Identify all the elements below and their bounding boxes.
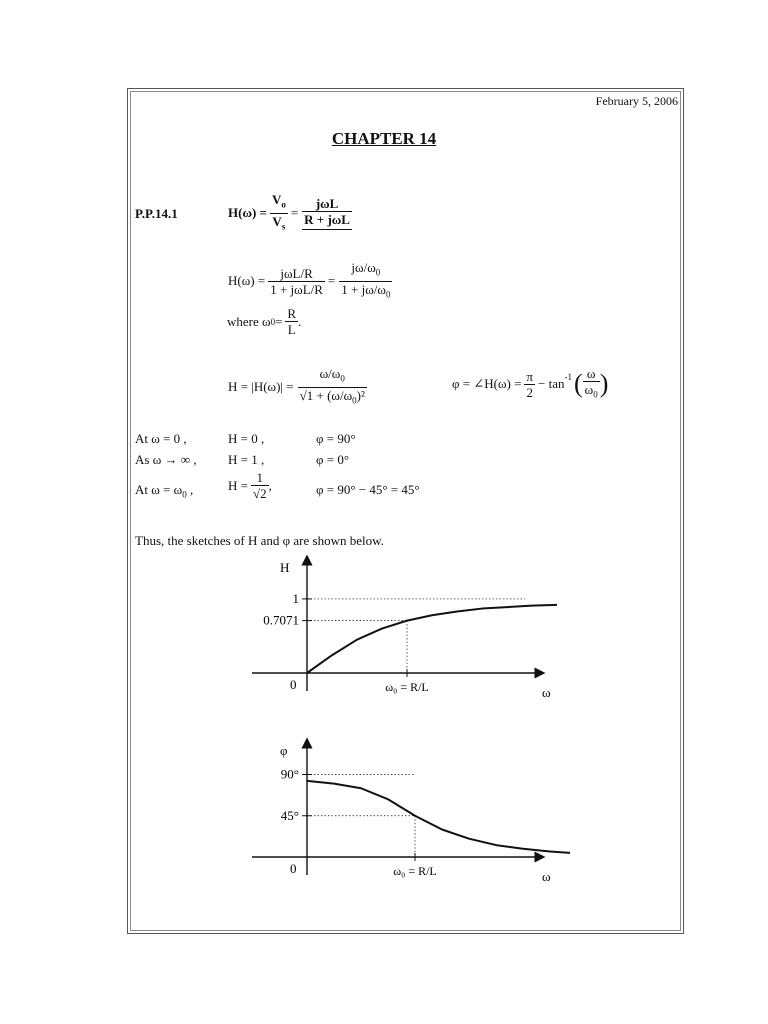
origin-label: 0 (290, 861, 297, 876)
x-axis-label: ω (542, 685, 551, 700)
phase-den: 2 (526, 384, 533, 400)
phase-paren-right: ) (599, 369, 609, 399)
equation-transfer-function (228, 192, 352, 234)
phase-inner-den: ω (584, 382, 594, 397)
phase-num: π (526, 368, 533, 384)
phase-sup: -1 (564, 372, 572, 382)
mag-num-sub: 0 (340, 373, 345, 384)
where-fraction (285, 306, 298, 337)
eq1-f1-num: V (271, 192, 282, 207)
case-3-phi: φ = 90° − 45° = 45° (316, 482, 420, 497)
eq2-f2-den-sub: 0 (385, 289, 391, 300)
case-3-h-lhs: H = (228, 477, 248, 493)
where-sub: 0 (270, 316, 276, 327)
mag-fraction (298, 366, 367, 408)
eq1-f2-den: R + jωL (304, 212, 350, 228)
eq2-lhs: H(ω) = (228, 273, 266, 289)
y-axis-label: φ (280, 743, 288, 758)
mag-den-sub: 0 (352, 395, 357, 406)
mag-lhs: H = |H(ω)| = (228, 379, 294, 395)
eq1-f1-num-sub: o (281, 199, 286, 210)
eq2-f2-den: 1 + jω/ω (341, 281, 386, 297)
case-3-cond-text: At ω = ω (135, 482, 183, 497)
x-tick-label: ω₀ = R/L (385, 680, 429, 694)
mag-den: √1 + (ω/ω (299, 387, 353, 403)
case-1-cond: At ω = 0 , (135, 431, 187, 446)
eq2-f2-num-sub: 0 (375, 267, 381, 278)
phase-paren-left: ( (573, 369, 583, 399)
page-date: February 5, 2006 (595, 94, 678, 108)
case-row-3 (135, 470, 455, 510)
where-eq: = (275, 313, 283, 329)
magnitude-chart (230, 555, 570, 705)
y-tick-label: 0.7071 (263, 612, 299, 628)
case-3-h (228, 470, 272, 501)
eq2-f1-num: jωL/R (268, 266, 325, 282)
equation-phase (452, 366, 608, 403)
phase-lhs: φ = ∠H(ω) = (452, 376, 522, 392)
eq2-fraction-1 (268, 266, 325, 297)
case-2-cond: As ω → ∞ , (135, 452, 197, 467)
case-3-cond (135, 482, 193, 500)
phase-rest: − tan (538, 376, 565, 392)
y-tick-label: 45° (280, 807, 299, 823)
eq1-equals: = (290, 205, 299, 221)
y-tick-label: 1 (292, 590, 299, 606)
equation-normalized (228, 260, 392, 302)
eq1-lhs: H(ω) = (228, 205, 267, 221)
where-text: where ω (227, 313, 271, 329)
case-1-h: H = 0 , (228, 431, 265, 446)
phase-chart (230, 735, 570, 895)
eq2-equals: = (327, 273, 336, 289)
mag-den-end: )² (356, 387, 365, 403)
y-tick-label: 90° (280, 766, 299, 782)
case-2-phi: φ = 0° (316, 452, 350, 467)
case-3-h-fraction (251, 470, 269, 501)
y-axis-label: H (280, 560, 290, 575)
eq1-f2-num: jωL (302, 196, 352, 212)
eq1-fraction-2 (302, 196, 352, 230)
case-2-h: H = 1 , (228, 452, 265, 467)
where-num: R (287, 306, 297, 321)
eq2-fraction-2 (339, 260, 392, 302)
case-3-cond-sub: 0 (182, 489, 187, 500)
x-axis-label: ω (542, 869, 551, 884)
mag-num: ω/ω (319, 366, 341, 381)
case-3-h-den: √2 (252, 486, 267, 501)
eq1-f1-den: V (272, 213, 282, 229)
case-3-h-num: 1 (251, 470, 269, 486)
phase-inner-fraction (583, 366, 600, 403)
conclusion-text: Thus, the sketches of H and φ are shown below. (135, 533, 384, 548)
where-end: . (298, 313, 302, 329)
phase-inner-den-sub: 0 (593, 389, 598, 400)
case-3-cond-end: , (186, 482, 194, 497)
eq2-f1-den: 1 + jωL/R (270, 281, 323, 297)
problem-label: P.P.14.1 (135, 206, 178, 221)
phase-fraction (524, 369, 535, 400)
series-line-φ (307, 781, 570, 853)
where-den: L (287, 322, 296, 337)
case-1-phi: φ = 90° (316, 431, 356, 446)
case-3-h-end: , (268, 477, 272, 493)
chapter-title: CHAPTER 14 (331, 129, 437, 148)
phase-inner-num: ω (583, 366, 600, 382)
eq1-fraction-1 (270, 192, 288, 234)
eq2-f2-num: jω/ω (351, 260, 376, 275)
equation-magnitude (228, 366, 367, 408)
x-tick-label: ω₀ = R/L (393, 864, 437, 878)
eq1-f1-den-sub: s (281, 221, 286, 232)
series-line-H (307, 605, 557, 673)
equation-where (227, 306, 301, 337)
origin-label: 0 (290, 677, 297, 692)
